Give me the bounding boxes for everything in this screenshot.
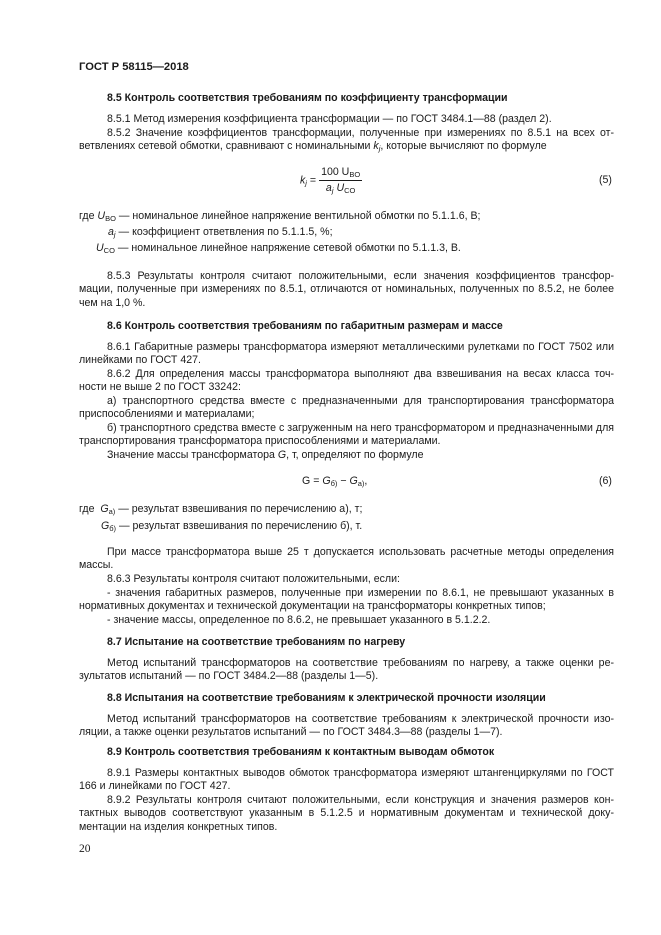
list-item-b: б) транспортного средства вместе с загруженным на него трансформатором и предназначенными для транспортирования трансформатора приспособлениями и материалами. xyxy=(79,422,614,448)
paragraph-8-6-3: 8.6.3 Результаты контроля считают положительными, если: xyxy=(107,573,400,585)
paragraph-8-9-1: 8.9.1 Размеры контактных выводов обмоток трансформатора измеряют штангенциркулями по ГОСТ 166 и линейками по ГОСТ 427. xyxy=(79,767,614,793)
formula-5-number: (5) xyxy=(599,174,612,186)
legend-g-b: $G_{б)}$ — результат взвешивания по перечислению б), т. xyxy=(101,520,363,533)
page-number: 20 xyxy=(79,843,91,855)
section-8-8-title: 8.8 Испытания на соответствие требованиям к электрической прочности изоляции xyxy=(107,692,546,704)
legend-u-bo: где $U_{BO}$ — номинальное линейное напряжение вентильной обмотки по 5.1.1.6, В; xyxy=(79,210,481,223)
paragraph-8-8: Метод испытаний трансформаторов на соответствие требованиям к электрической прочности изо-ляции, а также оценки результатов испытаний — по ГОСТ 3484.3—88 (разделы 1—7). xyxy=(79,713,614,739)
formula-6-number: (6) xyxy=(599,475,612,487)
paragraph-8-7: Метод испытаний трансформаторов на соответствие требованиям по нагреву, а также оценки ре-зультатов испытаний — по ГОСТ 3484.2—88 (разделы 1—5). xyxy=(79,657,614,683)
legend-a-j: $a_j$ — коэффициент ответвления по 5.1.1.5, %; xyxy=(108,226,333,239)
section-8-9-title: 8.9 Контроль соответствия требованиям к контактным выводам обмоток xyxy=(107,746,495,758)
paragraph-mass-calc: При массе трансформатора выше 25 т допускается использовать расчетные методы определения массы. xyxy=(79,546,614,572)
formula-5: $k_j$ = $\frac{100 U_{BO}}{a_j U_{CO}}$ xyxy=(300,166,361,196)
section-8-6-title: 8.6 Контроль соответствия требованиям по габаритным размерам и массе xyxy=(107,320,503,332)
dash-item-mass: - значение массы, определенное по 8.6.2, не превышает указанного в 5.1.2.2. xyxy=(107,614,491,626)
paragraph-8-5-2: 8.5.2 Значение коэффициентов трансформации, полученные при измерениях по 8.5.1 на всех от-ветвлениях сетевой обмотки, сравнивают с номинальными $k_j$, которые вычисляют по формуле xyxy=(79,127,614,154)
list-item-a: а) транспортного средства вместе с предназначенными для транспортирования трансформатора приспособлениями и материалами; xyxy=(79,395,614,421)
paragraph-8-5-1: 8.5.1 Метод измерения коэффициента трансформации — по ГОСТ 3484.1—88 (раздел 2). xyxy=(107,113,552,125)
paragraph-8-9-2: 8.9.2 Результаты контроля считают положительными, если конструкция и значения размеров кон-тактных выводов соответствуют указанным в 5.1.2.5 и нормативным документам и технической доку-ментации на изделия конкретных типов. xyxy=(79,794,614,833)
paragraph-8-6-1: 8.6.1 Габаритные размеры трансформатора измеряют металлическими рулетками по ГОСТ 7502 или линейками по ГОСТ 427. xyxy=(79,341,614,367)
legend-u-co: $U_{CO}$ — номинальное линейное напряжение сетевой обмотки по 5.1.1.3, В. xyxy=(96,242,461,255)
section-8-5-title: 8.5 Контроль соответствия требованиям по коэффициенту трансформации xyxy=(107,92,508,104)
document-header: ГОСТ Р 58115—2018 xyxy=(79,61,189,73)
section-8-7-title: 8.7 Испытание на соответствие требованиям по нагреву xyxy=(107,636,406,648)
legend-g-a: где $G_{а)}$ — результат взвешивания по перечислению а), т; xyxy=(79,503,363,516)
paragraph-8-6-2: 8.6.2 Для определения массы трансформатора выполняют два взвешивания на весах класса точ-ности не выше 2 по ГОСТ 33242: xyxy=(79,368,614,394)
dash-item-dimensions: - значения габаритных размеров, полученные при измерении по 8.6.1, не превышают указанных в нормативных документах и технической документации на трансформаторы конкретных типов; xyxy=(79,587,614,613)
formula-6: $G = G_{б)} - G_{а)}$, xyxy=(302,475,368,488)
paragraph-8-5-3: 8.5.3 Результаты контроля считают положительными, если значения коэффициентов трансфор-мации, полученные при измерениях по 8.5.1, отличаются от номинальных, полученных по 8.5.2, не более чем на 1,0 %. xyxy=(79,270,614,309)
paragraph-mass-value: Значение массы трансформатора G, т, определяют по формуле xyxy=(107,449,424,461)
